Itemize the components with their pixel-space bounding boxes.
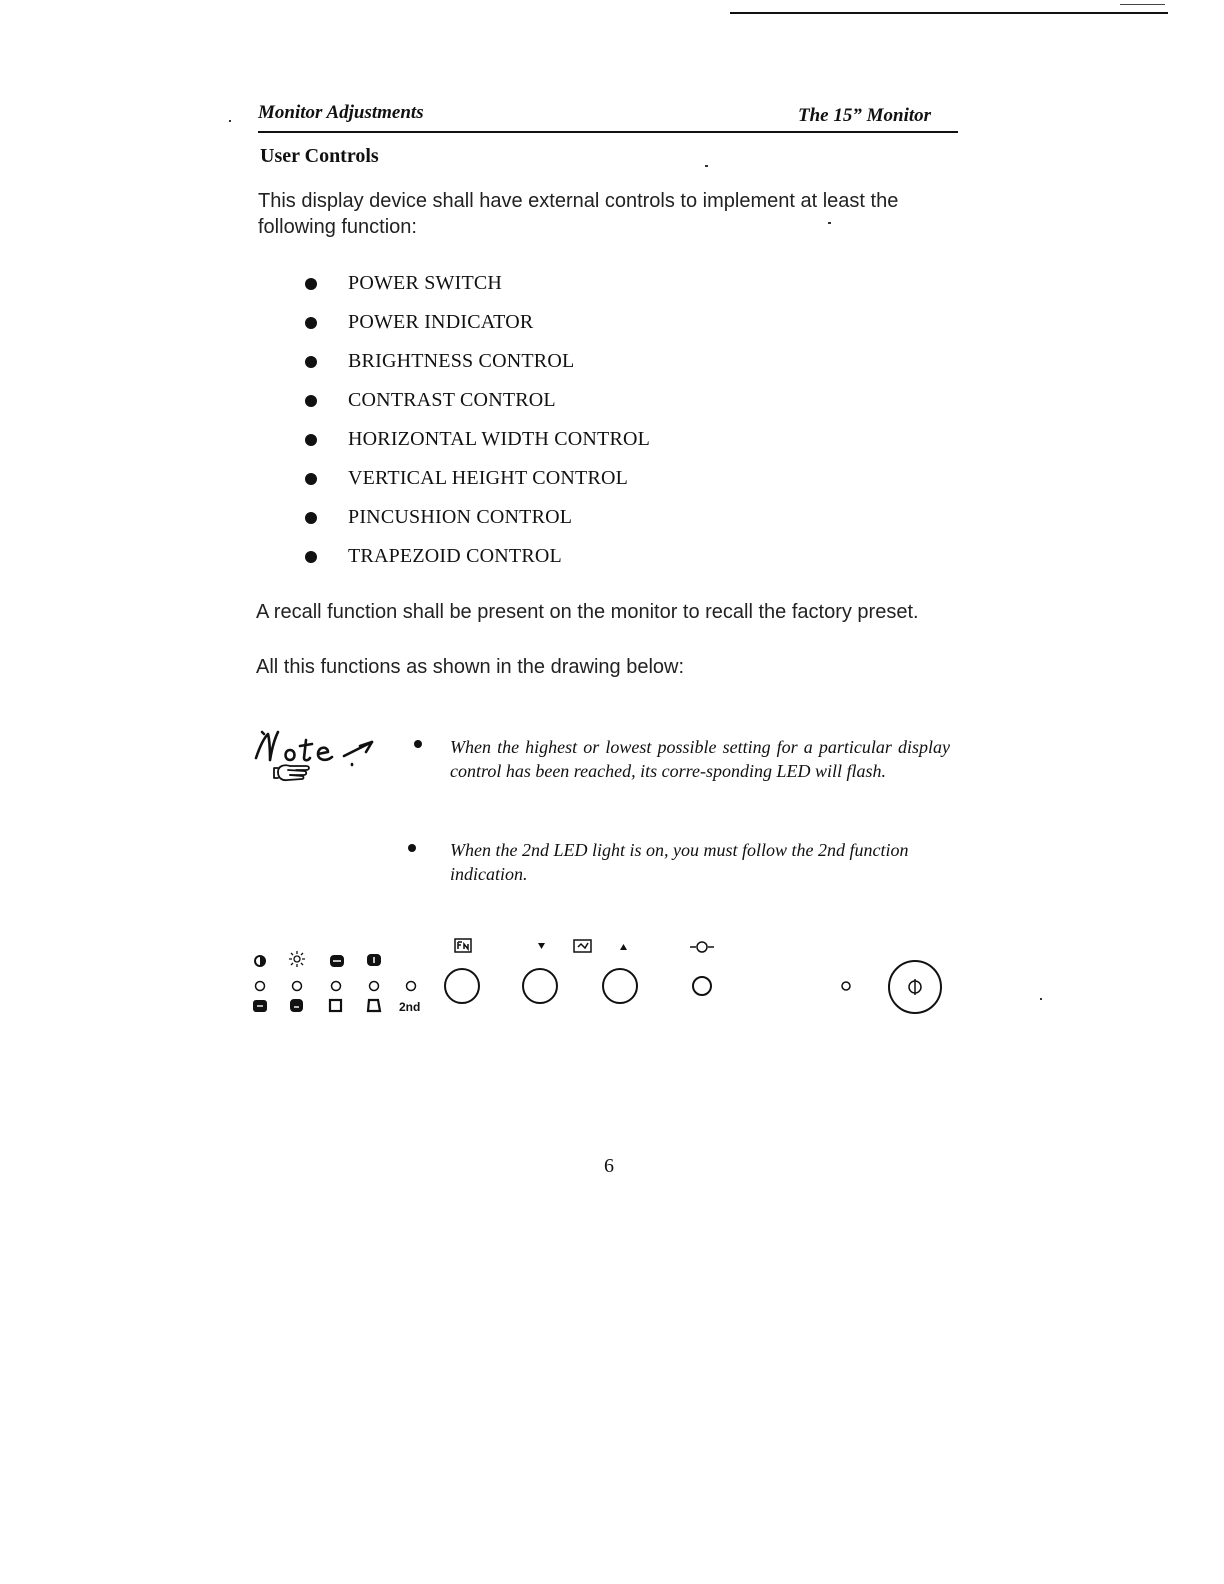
scan-speck — [828, 222, 831, 224]
list-item-label: VERTICAL HEIGHT CONTROL — [348, 467, 629, 489]
list-item — [305, 498, 650, 537]
list-item-label: BRIGHTNESS CONTROL — [348, 350, 575, 372]
running-header-left: Monitor Adjustments — [258, 102, 424, 123]
power-led — [842, 982, 850, 990]
bullet-icon — [305, 356, 317, 368]
recall-paragraph-2: All this functions as shown in the drawing below: — [256, 656, 685, 678]
degauss-button[interactable] — [693, 977, 711, 995]
horizontal-position-icon — [291, 1000, 302, 1011]
contrast-icon — [255, 956, 265, 966]
list-item-label: CONTRAST CONTROL — [348, 389, 556, 411]
list-item-label: POWER SWITCH — [348, 272, 503, 294]
note-logo — [248, 724, 408, 799]
list-item — [305, 537, 650, 576]
note-item: When the highest or lowest possible setting for a particular display control has been reached, its corre-sponding LED will flash. — [450, 737, 950, 781]
bullet-icon — [305, 512, 317, 524]
pincushion-icon — [254, 1001, 266, 1011]
led-indicator — [407, 982, 416, 991]
bullet-icon — [305, 434, 317, 446]
sun-icon — [690, 942, 714, 952]
list-item — [305, 459, 650, 498]
led-indicator — [293, 982, 302, 991]
led-indicator — [370, 982, 379, 991]
note-bullet-icon — [408, 844, 416, 852]
led-indicator — [256, 982, 265, 991]
note-item: When the 2nd LED light is on, you must follow the 2nd function indication. — [450, 840, 909, 884]
intro-paragraph: This display device shall have external controls to implement at least the following function: — [258, 190, 899, 238]
led-row — [256, 982, 416, 991]
function-icon — [455, 939, 471, 952]
header-rule — [258, 131, 958, 133]
trapezoid-icon — [368, 1000, 380, 1011]
function-list — [305, 264, 650, 576]
bullet-icon — [305, 551, 317, 563]
bullet-icon — [305, 278, 317, 290]
box-icon — [330, 1000, 341, 1011]
power-icon — [909, 979, 921, 995]
section-title: User Controls — [260, 145, 379, 167]
scan-artifact-line — [730, 12, 1168, 14]
recall-paragraph: A recall function shall be present on the monitor to recall the factory preset. — [256, 601, 919, 623]
list-item-label: TRAPEZOID CONTROL — [348, 545, 562, 567]
list-item — [305, 264, 650, 303]
list-item-label: PINCUSHION CONTROL — [348, 506, 573, 528]
note-hand-icon — [248, 724, 408, 794]
list-item — [305, 342, 650, 381]
bullet-icon — [305, 395, 317, 407]
scan-speck — [1040, 998, 1042, 1000]
list-item-label: POWER INDICATOR — [348, 311, 534, 333]
scan-speck — [229, 120, 231, 122]
recall-icon — [574, 940, 591, 952]
control-panel-svg — [240, 930, 960, 1030]
list-item-label: HORIZONTAL WIDTH CONTROL — [348, 428, 651, 450]
control-panel-diagram — [240, 930, 960, 1035]
down-button[interactable] — [523, 969, 557, 1003]
up-arrow-icon — [620, 944, 627, 950]
horizontal-size-icon — [331, 956, 343, 966]
bullet-icon — [305, 317, 317, 329]
page-number: 6 — [604, 1155, 614, 1177]
second-function-label: 2nd — [399, 1000, 421, 1014]
bullet-icon — [305, 473, 317, 485]
list-item — [305, 381, 650, 420]
down-arrow-icon — [538, 943, 545, 949]
list-item — [305, 420, 650, 459]
up-button[interactable] — [603, 969, 637, 1003]
function-button[interactable] — [445, 969, 479, 1003]
scan-speck — [705, 165, 708, 167]
brightness-icon — [289, 951, 305, 967]
vertical-size-icon — [368, 955, 380, 965]
led-indicator — [332, 982, 341, 991]
running-header-right: The 15” Monitor — [798, 105, 932, 126]
list-item — [305, 303, 650, 342]
scan-artifact-line — [1120, 4, 1165, 5]
note-bullet-icon — [414, 740, 422, 748]
